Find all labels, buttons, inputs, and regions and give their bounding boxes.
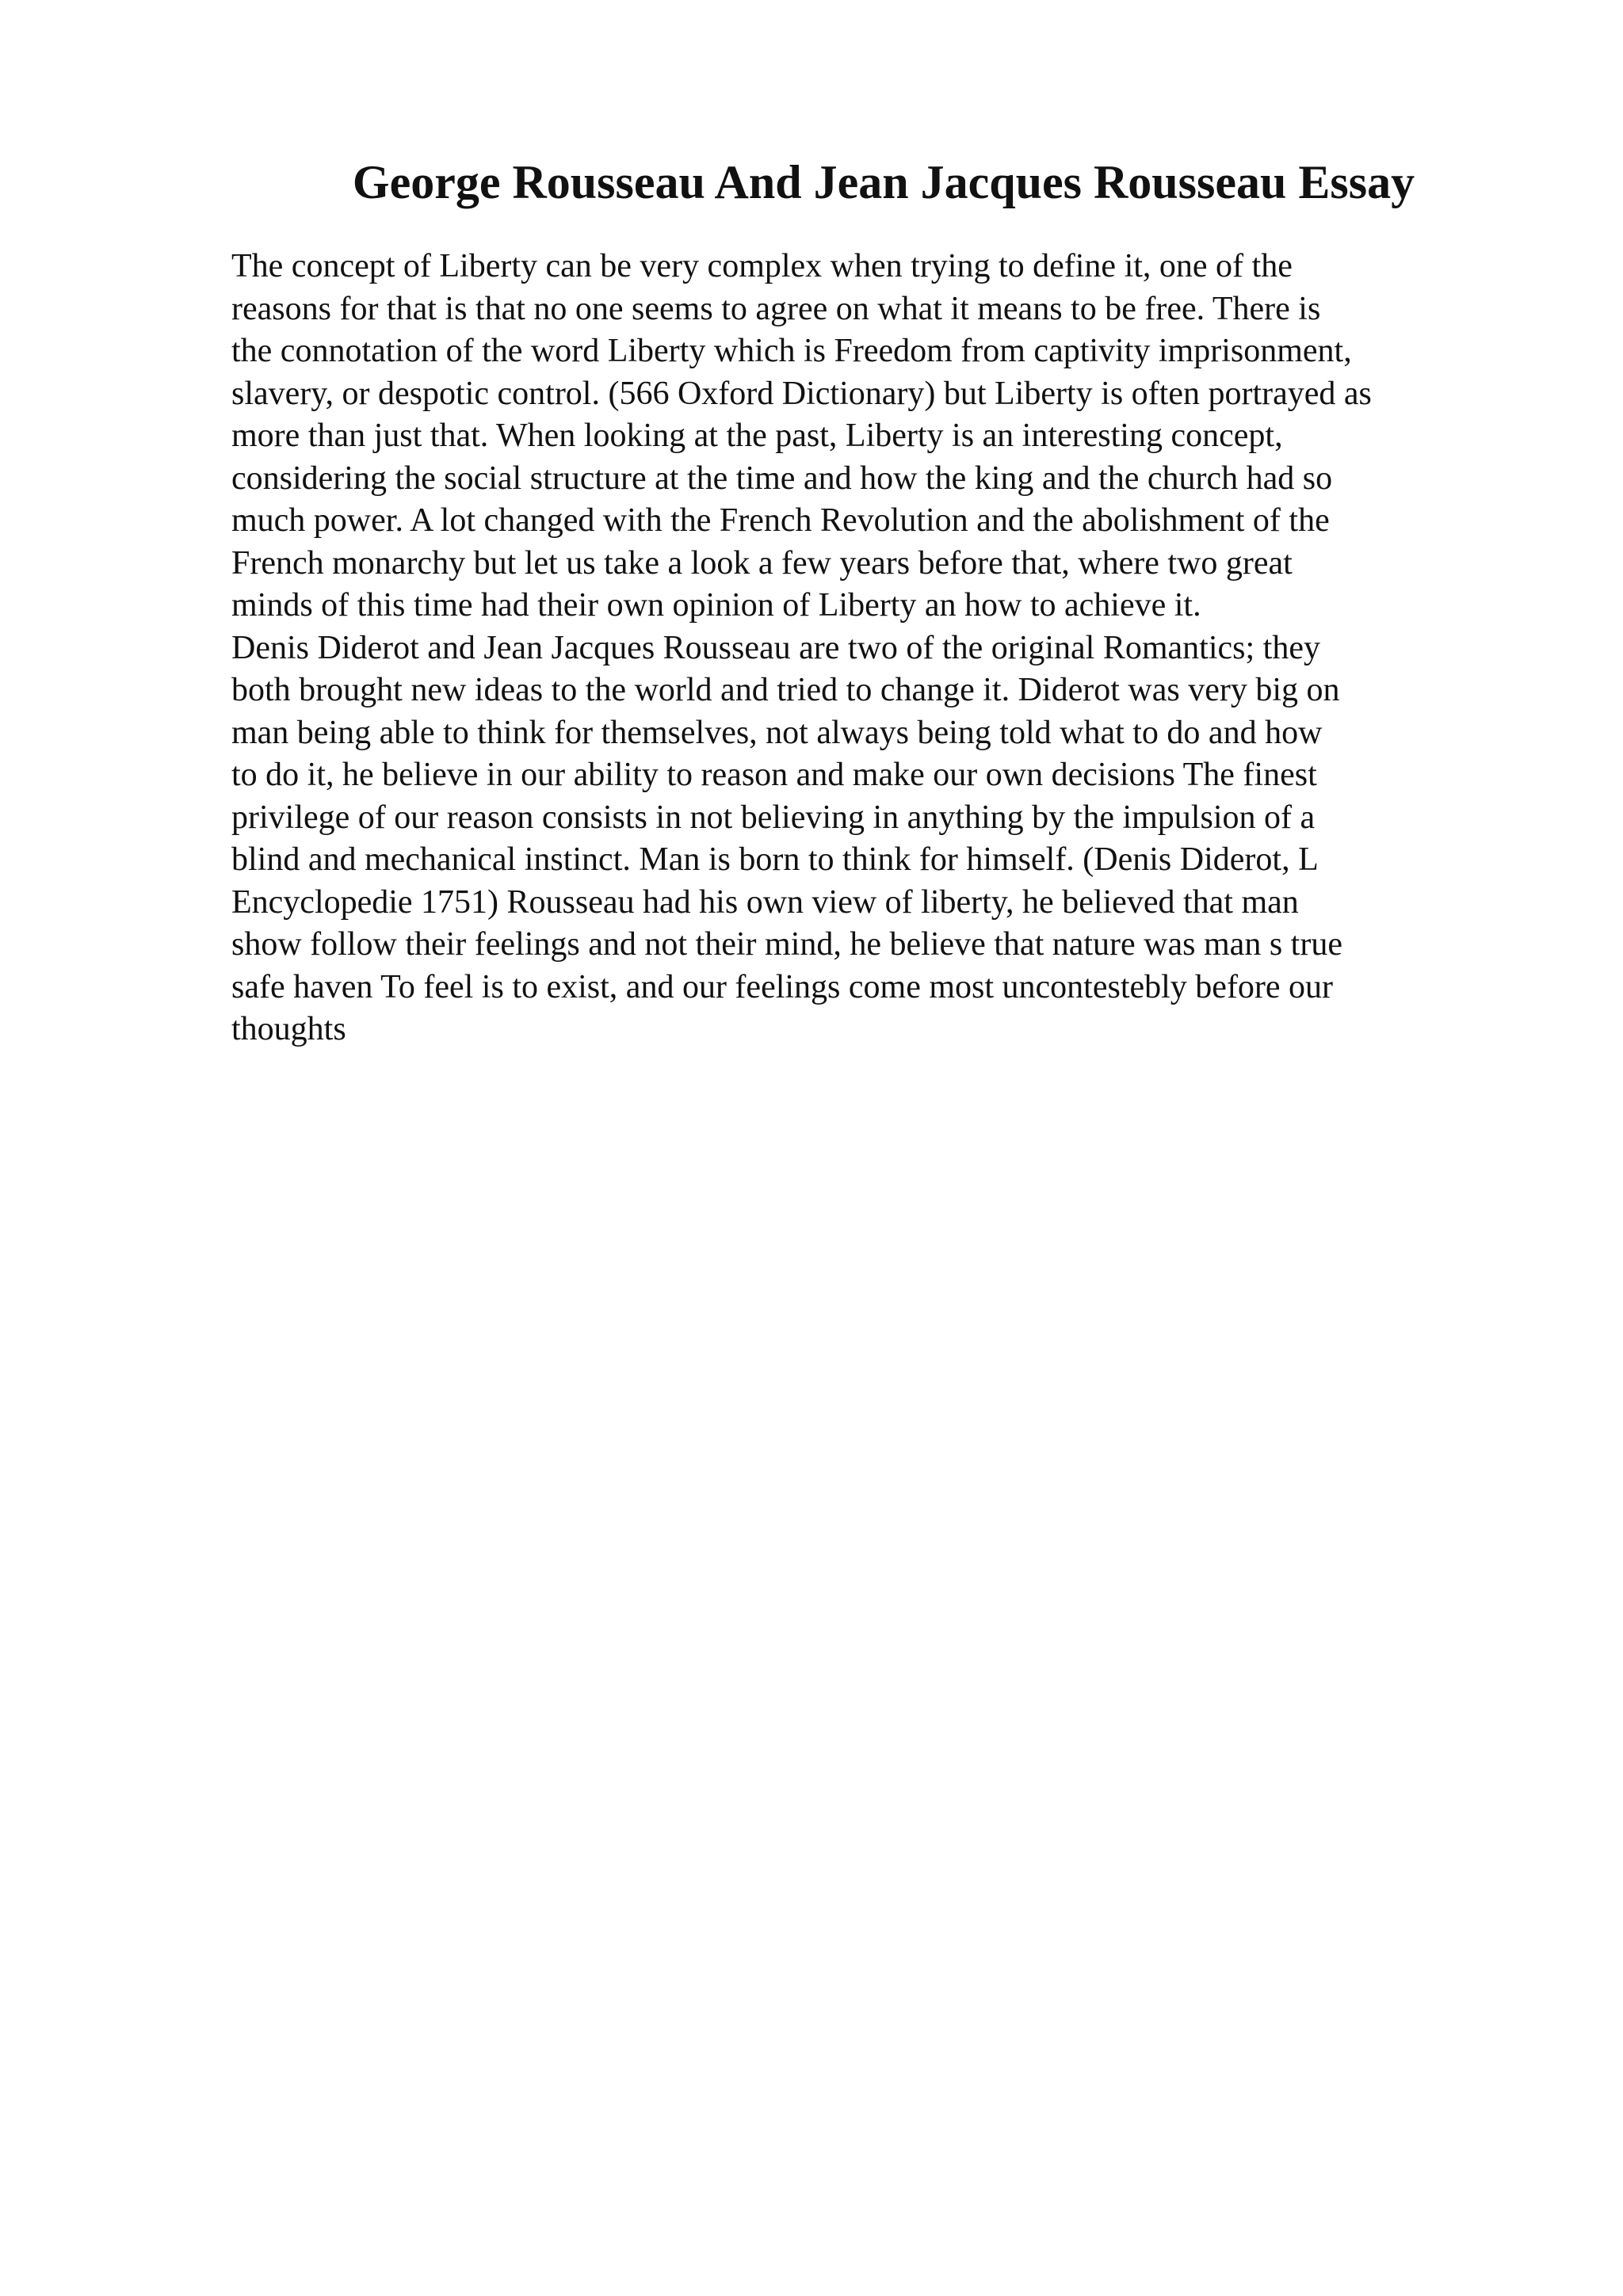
essay-line: to do it, he believe in our ability to reason and make our own decisions The finest <box>231 757 1317 793</box>
essay-body <box>231 246 1531 1051</box>
essay-line: slavery, or despotic control. (566 Oxford Dictionary) but Liberty is often portrayed as <box>231 375 1372 412</box>
essay-title: George Rousseau And Jean Jacques Rousseau Essay <box>352 156 1415 208</box>
essay-line: man being able to think for themselves, not always being told what to do and how <box>231 714 1323 751</box>
essay-line: considering the social structure at the time and how the king and the church had so <box>231 460 1333 497</box>
essay-line: the connotation of the word Liberty which is Freedom from captivity imprisonment, <box>231 333 1352 369</box>
essay-line: more than just that. When looking at the past, Liberty is an interesting concept, <box>231 418 1283 454</box>
essay-line: privilege of our reason consists in not believing in anything by the impulsion of a <box>231 799 1316 836</box>
essay-line: much power. A lot changed with the French Revolution and the abolishment of the <box>231 502 1330 539</box>
essay-line: show follow their feelings and not their mind, he believe that nature was man s true <box>231 926 1342 963</box>
essay-line: safe haven To feel is to exist, and our feelings come most uncontestebly before our <box>231 968 1334 1005</box>
essay-line: Encyclopedie 1751) Rousseau had his own view of liberty, he believed that man <box>231 883 1299 921</box>
essay-line: reasons for that is that no one seems to agree on what it means to be free. There is <box>231 290 1321 327</box>
essay-line: minds of this time had their own opinion of Liberty an how to achieve it. <box>231 587 1201 624</box>
essay-line: blind and mechanical instinct. Man is born to think for himself. (Denis Diderot, L <box>231 841 1319 878</box>
essay-line: French monarchy but let us take a look a few years before that, where two great <box>231 544 1293 582</box>
essay-line: both brought new ideas to the world and tried to change it. Diderot was very big on <box>231 672 1340 708</box>
essay-line: The concept of Liberty can be very complex when trying to define it, one of the <box>231 248 1293 284</box>
essay-line: Denis Diderot and Jean Jacques Rousseau are two of the original Romantics; they <box>231 629 1320 666</box>
essay-line: thoughts <box>231 1011 346 1047</box>
